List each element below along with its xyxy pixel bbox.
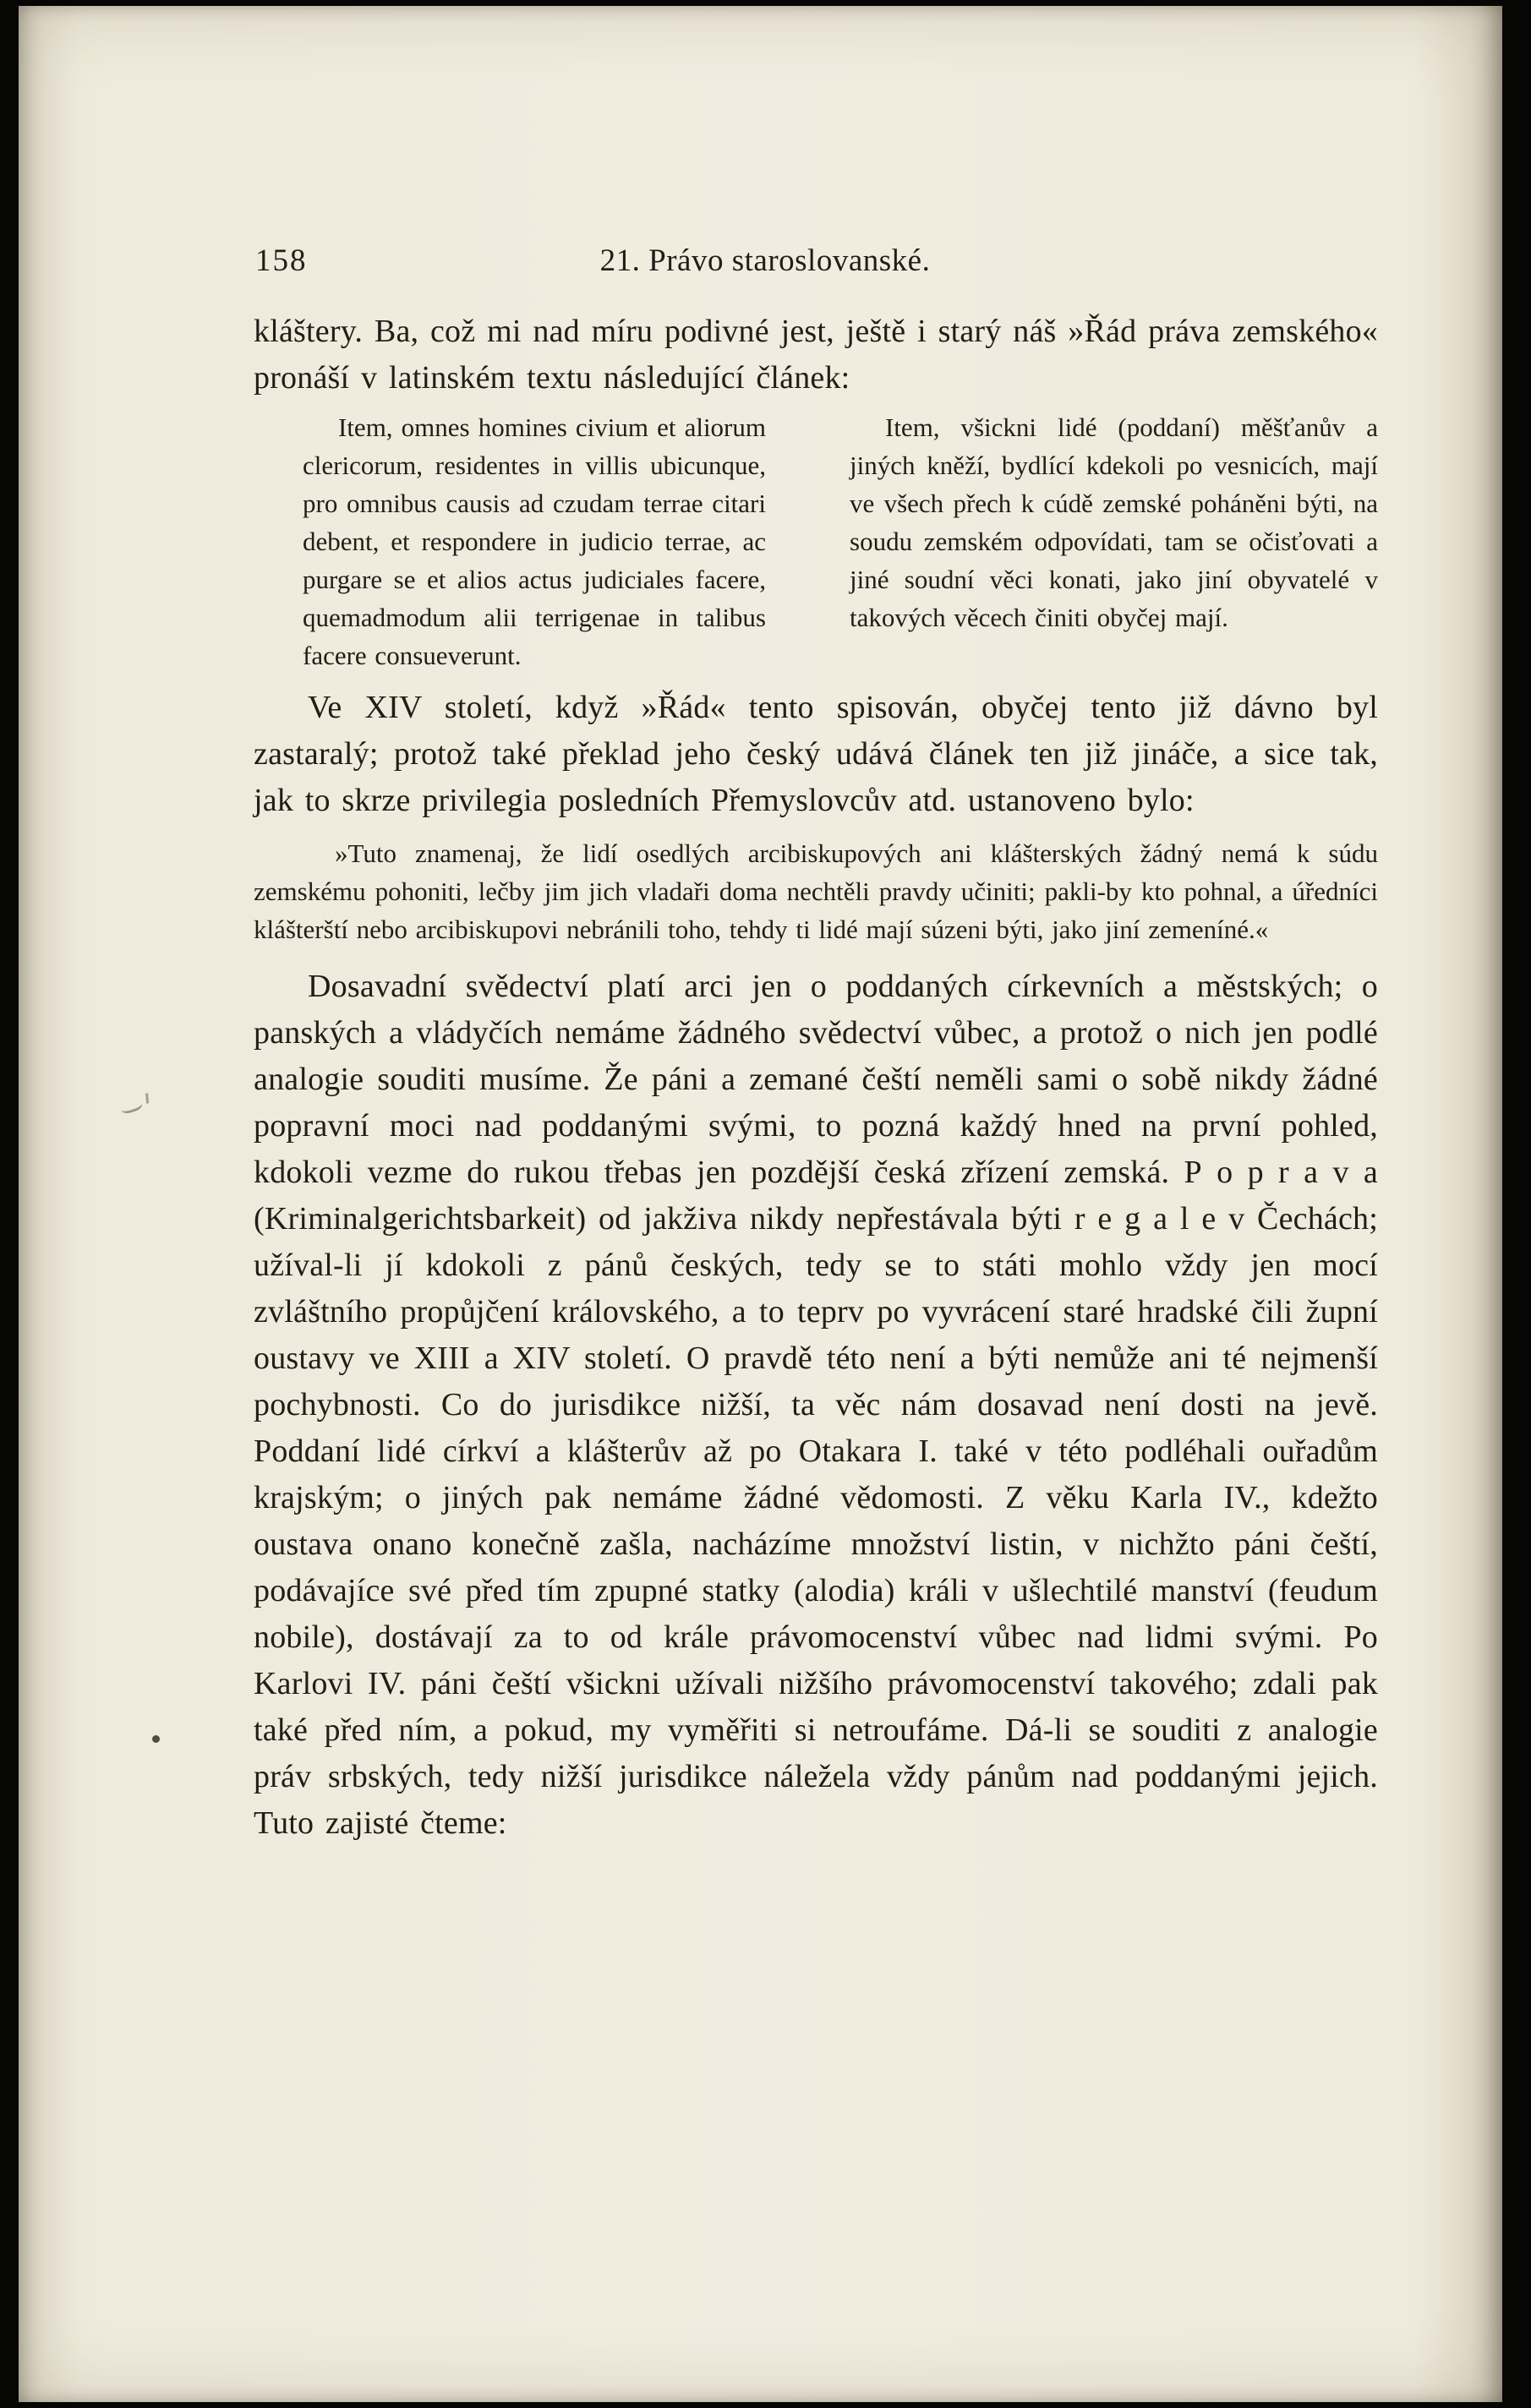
latin-column: Item, omnes homines civium et aliorum clericorum, residentes in villis ubicunque, pro omnibus causis ad czudam terrae citari debent, et respondere in judicio terrae, ac purgare se et alios actus judiciales facere, quemadmodum alii terrigenae in talibus facere consueverunt. [303,412,766,670]
paper-page [19,6,1502,2402]
page-number: 158 [255,243,308,278]
quote-block: »Tuto znamenaj, že lidí osedlých arcibiskupových ani klášterských žádný nemá k súdu zemskému pohoniti, lečby jim jich vladaři doma nechtěli pravdy učiniti; pakli-by kto pohnal, a úředníci klášterští nebo arcibiskupovi nebránili toho, tehdy ti lidé mají súzeni býti, jako jiní zemeníné.« [254,838,1378,944]
paragraph-fourteenth-century: Ve XIV století, když »Řád« tento spisován, obyčej tento již dávno byl zastaralý; protož také překlad jeho český udává článek ten již jináče, a sice tak, jak to skrze privilegia posledních Přemyslovcův atd. ustanoveno bylo: [254,690,1378,818]
running-title: 21. Právo staroslovanské. [599,243,931,278]
main-paragraph: Dosavadní svědectví platí arci jen o poddaných církevních a městských; o panských a vládyčích nemáme žádného svědectví vůbec, a protož o nich jen podlé analogie souditi musíme. Že páni a zemané čeští neměli sami o sobě nikdy žádné popravní moci nad poddanými svými, to pozná každý hned na první pohled, kdokoli vezme do rukou třebas jen pozdější česká zřízení zemská. P o p r a v a (Kriminalgerichtsbarkeit) od jakživa nikdy nepřestávala býti r e g a l e v Čechách; užíval-li jí kdokoli z pánů českých, tedy se to státi mohlo vždy jen mocí zvláštního propůjčení královského, a to teprv po vyvrácení staré hradské čili župní oustavy ve XIII a XIV století. O pravdě této není a býti nemůže ani té nejmenší pochybnosti. Co do jurisdikce nižší, ta věc nám dosavad není dosti na jevě. Poddaní lidé církví a klášterův až po Otakara I. také v této podléhali ouřadům krajským; o jiných pak nemáme žádné vědomosti. Z věku Karla IV., kdežto oustava onano konečně zašla, nacházíme množství listin, v nichžto páni čeští, podávajíce své před tím zpupné statky (alodia) králi v ušlechtilé manství (feudum nobile), dostávají za to od krále právomocenství vůbec nad lidmi svými. Po Karlovi IV. páni čeští všickni užívali nižšího právomocenství takového; zdali pak také před ním, a pokud, my vyměřiti si netroufáme. Dá-li se souditi z analogie práv srbských, tedy nižší jurisdikce náležela vždy pánům nad poddanými jejich. Tuto zajisté čteme: [254,969,1378,1841]
ink-dot [152,1735,160,1743]
pencil-mark [118,1095,144,1115]
page-header [254,243,1378,287]
czech-column: Item, všickni lidé (poddaní) měšťanův a jiných kněží, bydlící kdekoli po vesnicích, mají ve všech přech k cúdě zemské poháněni býti, na soudu zemském odpovídati, tam se očisťovati a jiné soudní věci konati, jako jiní obyvatelé v takových věcech činiti obyčej mají. [850,412,1378,632]
page-content [254,243,1378,1852]
intro-paragraph: kláštery. Ba, což mi nad míru podivné jest, ještě i starý náš »Řád práva zemského« pronáší v latinském textu následující článek: [254,314,1378,396]
scan-edge-top [0,0,1531,6]
two-column-quotation [303,408,1378,674]
